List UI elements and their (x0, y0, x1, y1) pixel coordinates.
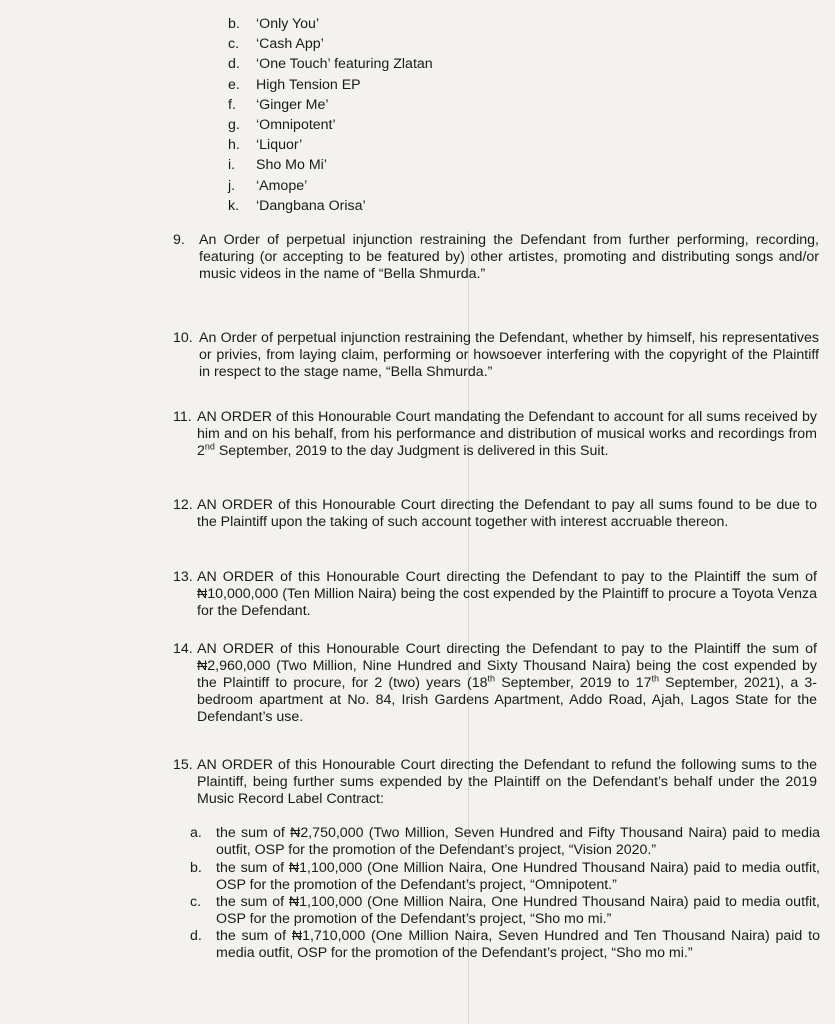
list-item: d. the sum of ₦1,710,000 (One Million Naira, Seven Hundred and Ten Thousand Naira) paid to media outfit, OSP for the promotion of the Defendant’s project, “Sho mo mi.” (190, 928, 820, 961)
refund-list (190, 825, 820, 961)
paragraph-11: AN ORDER of this Honourable Court mandating the Defendant to account for all sums received by him and on his behalf, from his performance and distribution of musical works and recordings from 2nd September, 2019 to the day Judgment is delivered in this Suit. (197, 409, 817, 459)
list-item: a. the sum of ₦2,750,000 (Two Million, Seven Hundred and Fifty Thousand Naira) paid to media outfit, OSP for the promotion of the Defendant’s project, “Vision 2020.” (190, 825, 820, 858)
list-item: i. Sho Mo Mi’ (228, 157, 327, 174)
paragraph-13: AN ORDER of this Honourable Court directing the Defendant to pay to the Plaintiff the sum of ₦10,000,000 (Ten Million Naira) being the cost expended by the Plaintiff to procure a Toyota Venza for the Defendant. (197, 569, 817, 619)
paragraph-number: 12. (173, 497, 193, 513)
list-item: b. the sum of ₦1,100,000 (One Million Naira, One Hundred Thousand Naira) paid to media outfit, OSP for the promotion of the Defendant’s project, “Omnipotent.” (190, 860, 820, 893)
song-list (228, 14, 433, 216)
paragraph-number: 13. (173, 569, 193, 585)
paragraph-15: AN ORDER of this Honourable Court directing the Defendant to refund the following sums to the Plaintiff, being further sums expended by the Plaintiff on the Defendant’s behalf under the 2019 Music Record Label Contract: (197, 757, 817, 807)
paragraph-12: AN ORDER of this Honourable Court directing the Defendant to pay all sums found to be due to the Plaintiff upon the taking of such account together with interest accruable thereon. (197, 497, 817, 530)
paragraph-number: 10. (173, 330, 193, 346)
paragraph-number: 14. (173, 641, 193, 657)
list-item: h. ‘Liquor’ (228, 137, 303, 154)
list-item: f. ‘Ginger Me’ (228, 96, 329, 113)
paragraph-number: 15. (173, 757, 193, 773)
list-item: e. High Tension EP (228, 76, 361, 93)
paragraph-14: AN ORDER of this Honourable Court directing the Defendant to pay to the Plaintiff the sum of ₦2,960,000 (Two Million, Nine Hundred and Sixty Thousand Naira) being the cost expended by the Plaintiff to procure, for 2 (two) years (18th September, 2019 to 17th September, 2021), a 3-bedroom apartment at No. 84, Irish Gardens Apartment, Addo Road, Ajah, Lagos State for the Defendant’s use. (197, 641, 818, 725)
paragraph-10: An Order of perpetual injunction restraining the Defendant, whether by himself, his representatives or privies, from laying claim, performing or howsoever interfering with the copyright of the Plaintiff in respect to the stage name, “Bella Shmurda.” (199, 330, 819, 380)
list-item: k. ‘Dangbana Orisa’ (228, 197, 366, 214)
list-item: c. ‘Cash App’ (228, 36, 324, 53)
list-item: b. ‘Only You’ (228, 16, 320, 32)
list-item: d. ‘One Touch’ featuring Zlatan (228, 56, 433, 73)
paragraph-number: 9. (173, 232, 185, 248)
list-item: c. the sum of ₦1,100,000 (One Million Naira, One Hundred Thousand Naira) paid to media outfit, OSP for the promotion of the Defendant’s project, “Sho mo mi.” (190, 894, 820, 927)
paragraph-number: 11. (173, 409, 192, 425)
paragraph-9: An Order of perpetual injunction restraining the Defendant from further performing, recording, featuring (or accepting to be featured by) other artistes, promoting and distributing songs and/or music videos in the name of “Bella Shmurda.” (199, 232, 819, 282)
list-item: g. ‘Omnipotent’ (228, 116, 336, 133)
list-item: j. ‘Amope’ (228, 177, 308, 194)
